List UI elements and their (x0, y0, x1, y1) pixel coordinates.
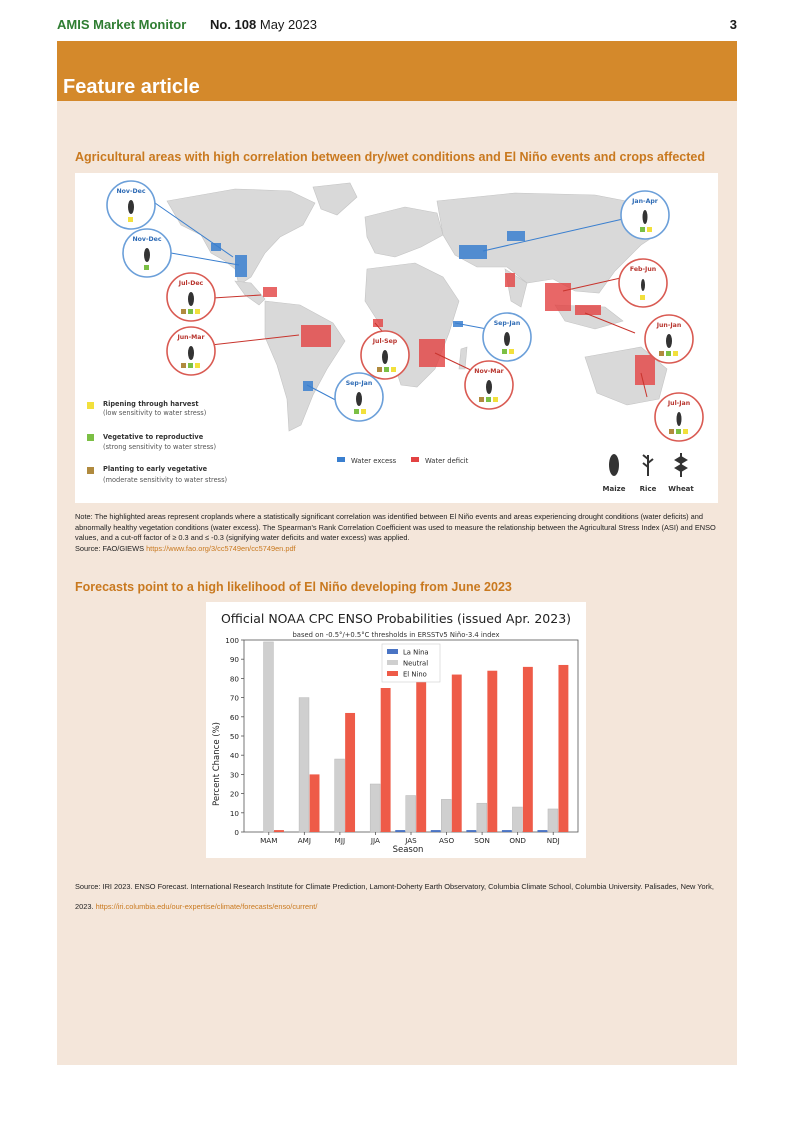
chart-source (75, 877, 725, 917)
chart-section-title: Forecasts point to a high likelihood of El Niño developing from June 2023 (75, 580, 512, 594)
maize-icon (609, 454, 619, 476)
stage-sub: (low sensitivity to water stress) (103, 409, 207, 417)
note-text: Note: The highlighted areas represent croplands where a statistically significant correlation was identified between El Niño events and areas experiencing drought conditions (water deficits) and abnormally healthy vegetation conditions (water excess). The Spearman's Rank Correlation Coefficient was used to measure the relationship between the Agricultural Stress Index (ASI) and ENSO values, and a cut-off factor of ≥ 0.3 and ≤ -0.3 (signifying water deficits and water excess) was applied. (75, 512, 716, 542)
greenland-shape (313, 183, 357, 215)
stage-sub: (moderate sensitivity to water stress) (103, 476, 228, 484)
bar-neutral (548, 809, 558, 832)
bar-neutral (299, 698, 309, 832)
x-axis-label: Season (392, 845, 424, 855)
wheat-icon (676, 453, 686, 477)
bar-la-nina (395, 830, 405, 832)
x-tick-label: ASO (438, 836, 455, 845)
bar-el-nino (416, 678, 426, 832)
crop-legend (603, 453, 695, 493)
stage-label: Planting to early vegetative (103, 465, 208, 473)
chart-svg (206, 602, 586, 858)
chart-subtitle: based on -0.5°/+0.5°C thresholds in ERSSTv5 Niño-3.4 index (292, 631, 500, 639)
crop-label: Rice (639, 485, 657, 493)
crop-label: Maize (602, 485, 626, 493)
stage-label: Ripening through harvest (103, 400, 199, 408)
bar-la-nina (431, 830, 441, 832)
water-deficit-swatch (411, 457, 419, 462)
legend-swatch (387, 671, 398, 676)
callout-label: Sep-Jan (345, 380, 373, 387)
x-tick-label: JJA (370, 836, 380, 845)
y-tick-label: 90 (229, 655, 239, 665)
legend-label: El Nino (403, 670, 427, 679)
y-tick-label: 80 (229, 674, 239, 684)
legend-label: Neutral (403, 659, 429, 668)
enso-probability-chart (206, 602, 586, 858)
x-tick-label: JAS (405, 836, 417, 845)
water-label: Water excess (351, 457, 397, 465)
bar-neutral (512, 807, 522, 832)
stage-swatch-vegetative (87, 434, 94, 441)
x-tick-label: OND (509, 836, 526, 845)
issue-number: No. 108 (210, 17, 257, 32)
issue-date: May 2023 (259, 17, 317, 32)
bar-el-nino (345, 713, 355, 832)
y-tick-label: 70 (229, 693, 239, 703)
callout-label: Nov-Dec (116, 188, 146, 195)
stage-swatch-planting (87, 467, 94, 474)
bar-el-nino (452, 675, 462, 832)
chart-title: Official NOAA CPC ENSO Probabilities (issued Apr. 2023) (220, 611, 572, 626)
stage-swatch-ripening (87, 402, 94, 409)
bar-neutral (335, 759, 345, 832)
rice-icon (643, 455, 653, 476)
running-header (57, 17, 737, 35)
bar-la-nina (502, 830, 512, 832)
x-tick-label: SON (474, 836, 490, 845)
bar-neutral (441, 799, 451, 832)
iri-source-text: Source: IRI 2023. ENSO Forecast. International Research Institute for Climate Prediction, Lamont-Doherty Earth Observatory, Columbia Climate School, Columbia University. Palisades, New York, 2023. (75, 882, 714, 911)
water-excess-swatch (337, 457, 345, 462)
bar-el-nino (487, 671, 497, 832)
bar-la-nina (466, 830, 476, 832)
callout-label: Jul-Sep (372, 338, 398, 345)
bar-el-nino (381, 688, 391, 832)
callout-label: Jun-Mar (177, 334, 205, 341)
note-source (75, 544, 725, 555)
europe-shape (365, 207, 443, 257)
bar-neutral (370, 784, 380, 832)
bar-el-nino (523, 667, 533, 832)
callout-label: Jul-Dec (178, 280, 204, 287)
callout-label: Jun-Jan (656, 322, 682, 329)
y-tick-label: 100 (225, 636, 239, 645)
stage-sub: (strong sensitivity to water stress) (103, 443, 217, 451)
y-tick-label: 50 (229, 732, 239, 741)
y-tick-label: 30 (229, 770, 239, 780)
y-tick-label: 20 (229, 789, 239, 799)
x-tick-label: NDJ (546, 836, 560, 845)
callout-label: Nov-Mar (474, 368, 504, 375)
map-svg (75, 173, 718, 503)
south-america-shape (265, 301, 345, 431)
callout-label: Jan-Apr (632, 198, 658, 205)
iri-source-link[interactable]: https://iri.columbia.edu/our-expertise/climate/forecasts/enso/current/ (95, 902, 318, 911)
water-legend (337, 457, 469, 465)
bar-el-nino (558, 665, 568, 832)
legend-label: La Nina (403, 648, 429, 657)
map-note (75, 512, 725, 554)
note-source-label: Source: FAO/GIEWS (75, 543, 144, 553)
banner-title: Feature article (63, 76, 200, 98)
y-tick-label: 0 (234, 828, 239, 837)
bar-la-nina (537, 830, 547, 832)
bar-neutral (477, 803, 487, 832)
map-section-title: Agricultural areas with high correlation between dry/wet conditions and El Niño events and crops affected (75, 150, 705, 164)
el-nino-crop-map (75, 173, 718, 503)
bar-el-nino (310, 774, 320, 832)
x-tick-label: AMJ (297, 836, 311, 845)
bar-el-nino (274, 830, 284, 832)
y-tick-label: 60 (229, 712, 239, 722)
callout-label: Jul-Jan (667, 400, 691, 407)
legend-swatch (387, 660, 398, 665)
central-america-shape (235, 281, 265, 305)
legend-swatch (387, 649, 398, 654)
y-tick-label: 40 (229, 751, 239, 761)
issue-info (210, 17, 317, 32)
callout-label: Feb-Jun (629, 266, 657, 273)
publication-name: AMIS Market Monitor (57, 17, 187, 32)
section-banner (57, 41, 737, 101)
madagascar-shape (459, 347, 467, 369)
bar-neutral (406, 796, 416, 832)
fao-source-link[interactable]: https://www.fao.org/3/cc5749en/cc5749en.pdf (146, 543, 296, 553)
page-number: 3 (729, 17, 737, 32)
callout-label: Sep-Jan (493, 320, 521, 327)
x-tick-label: MJJ (334, 836, 346, 845)
y-axis-label: Percent Chance (%) (212, 722, 222, 806)
y-tick-label: 10 (229, 808, 239, 818)
callout-label: Nov-Dec (132, 236, 162, 243)
stage-legend (87, 400, 227, 484)
bar-neutral (264, 642, 274, 832)
x-tick-label: MAM (260, 836, 278, 845)
water-label: Water deficit (425, 457, 469, 465)
stage-label: Vegetative to reproductive (103, 433, 204, 441)
crop-label: Wheat (668, 485, 694, 493)
